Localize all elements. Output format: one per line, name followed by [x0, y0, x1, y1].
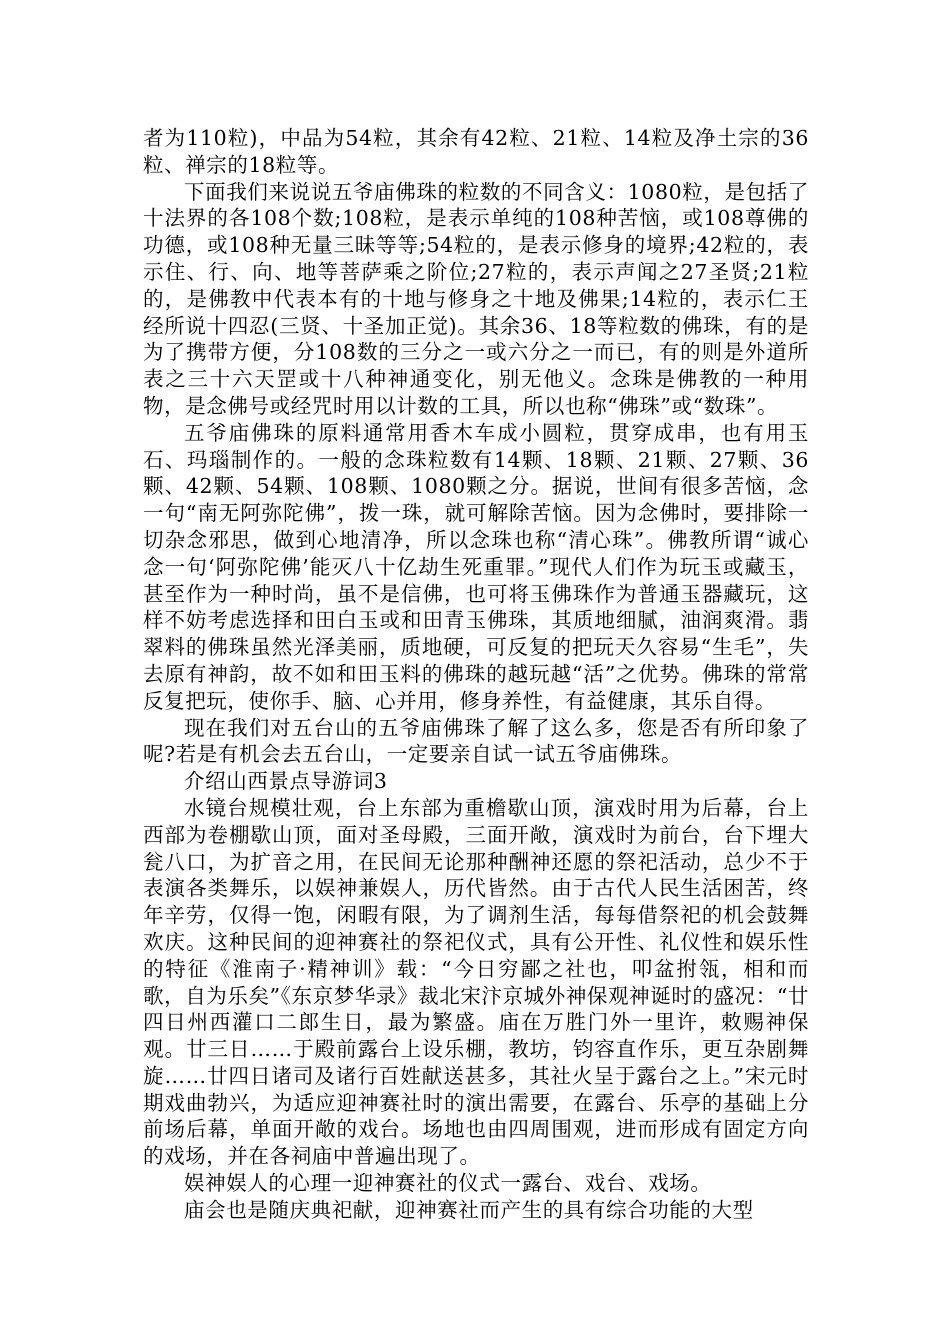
paragraph-continuation: 者为110粒)，中品为54粒，其余有42粒、21粒、14粒及净土宗的36粒、禅宗的18粒等。: [143, 126, 809, 177]
paragraph-summary-line: 娱神娱人的心理一迎神赛社的仪式一露台、戏台、戏场。: [184, 1171, 712, 1196]
paragraph-water-mirror-stage: 水镜台规模壮观，台上东部为重檐歇山顶，演戏时用为后幕，台上西部为卷棚歇山顶，面对圣母殿，三面开敞，演戏时为前台，台下埋大瓮八口，为扩音之用，在民间无论那种酬神还愿的祭祀活动，总少不于表演各类舞乐，以娱神兼娱人，历代皆然。由于古代人民生活困苦，终年辛劳，仅得一饱，闲暇有限，为了调剂生活，每每借祭祀的机会鼓舞欢庆。这种民间的迎神赛社的祭祀仪式，具有公开性、礼仪性和娱乐性的特征《淮南子·精神训》载：“今日穷鄙之社也，叩盆拊瓴，相和而歌，自为乐矣”《东京梦华录》裁北宋汴京城外神保观神诞时的盛况：“廿四日州西灌口二郎生日，最为繁盛。庙在万胜门外一里许，敕赐神保观。廿三日……于殿前露台上设乐棚，教坊，钧容直作乐，更互杂剧舞旋……廿四日诸司及诸行百姓献送甚多，其社火呈于露台之上。”宋元时期戏曲勃兴，为适应迎神赛社时的演出需要，在露台、乐亭的基础上分前场后幕，单面开敞的戏台。场地也由四周围观，进而形成有固定方向的戏场，并在各祠庙中普遍出现了。: [143, 795, 810, 1169]
document-body: [143, 125, 809, 1224]
paragraph-temple-fair: 庙会也是随庆典祀献，迎神赛社而产生的具有综合功能的大型: [184, 1197, 754, 1222]
section-heading: 介绍山西景点导游词3: [184, 769, 388, 794]
paragraph-conclusion: 现在我们对五台山的五爷庙佛珠了解了这么多，您是否有所印象了呢?若是有机会去五台山，一定要亲自试一试五爷庙佛珠。: [143, 715, 809, 767]
paragraph-bead-materials: 五爷庙佛珠的原料通常用香木车成小圆粒，贯穿成串，也有用玉石、玛瑙制作的。一般的念珠粒数有14颗、18颗、21颗、27颗、36颗、42颗、54颗、108颗、1080颗之分。据说，世间有很多苦恼，念一句“南无阿弥陀佛”，拨一珠，就可解除苦恼。因为念佛时，要排除一切杂念邪思，做到心地清净，所以念珠也称“清心珠”。佛教所谓“诚心念一句‘阿弥陀佛’能灭八十亿劫生死重罪。”现代人们作为玩玉或藏玉，甚至作为一种时尚，虽不是信佛，也可将玉佛珠作为普通玉器藏玩，这样不妨考虑选择和田白玉或和田青玉佛珠，其质地细腻，油润爽滑。翡翠料的佛珠虽然光泽美丽，质地硬，可反复的把玩天久容易“生毛”，失去原有神韵，故不如和田玉料的佛珠的越玩越“活”之优势。佛珠的常常反复把玩，使你手、脑、心并用，修身养性，有益健康，其乐自得。: [143, 420, 809, 713]
paragraph-bead-meanings: 下面我们来说说五爷庙佛珠的粒数的不同含义：1080粒，是包括了十法界的各108个数;108粒，是表示单纯的108种苦恼，或108尊佛的功德，或108种无量三昧等等;54粒的，是表示修身的境界;42粒的，表示住、行、向、地等菩萨乘之阶位;27粒的，表示声闻之27圣贤;21粒的，是佛教中代表本有的十地与修身之十地及佛果;14粒的，表示仁王经所说十四忍(三贤、十圣加正觉)。其余36、18等粒数的佛珠，有的是为了携带方便，分108数的三分之一或六分之一而已，有的则是外道所表之三十六天罡或十八种神通变化，别无他义。念珠是佛教的一种用物，是念佛号或经咒时用以计数的工具，所以也称“佛珠”或“数珠”。: [143, 179, 809, 418]
